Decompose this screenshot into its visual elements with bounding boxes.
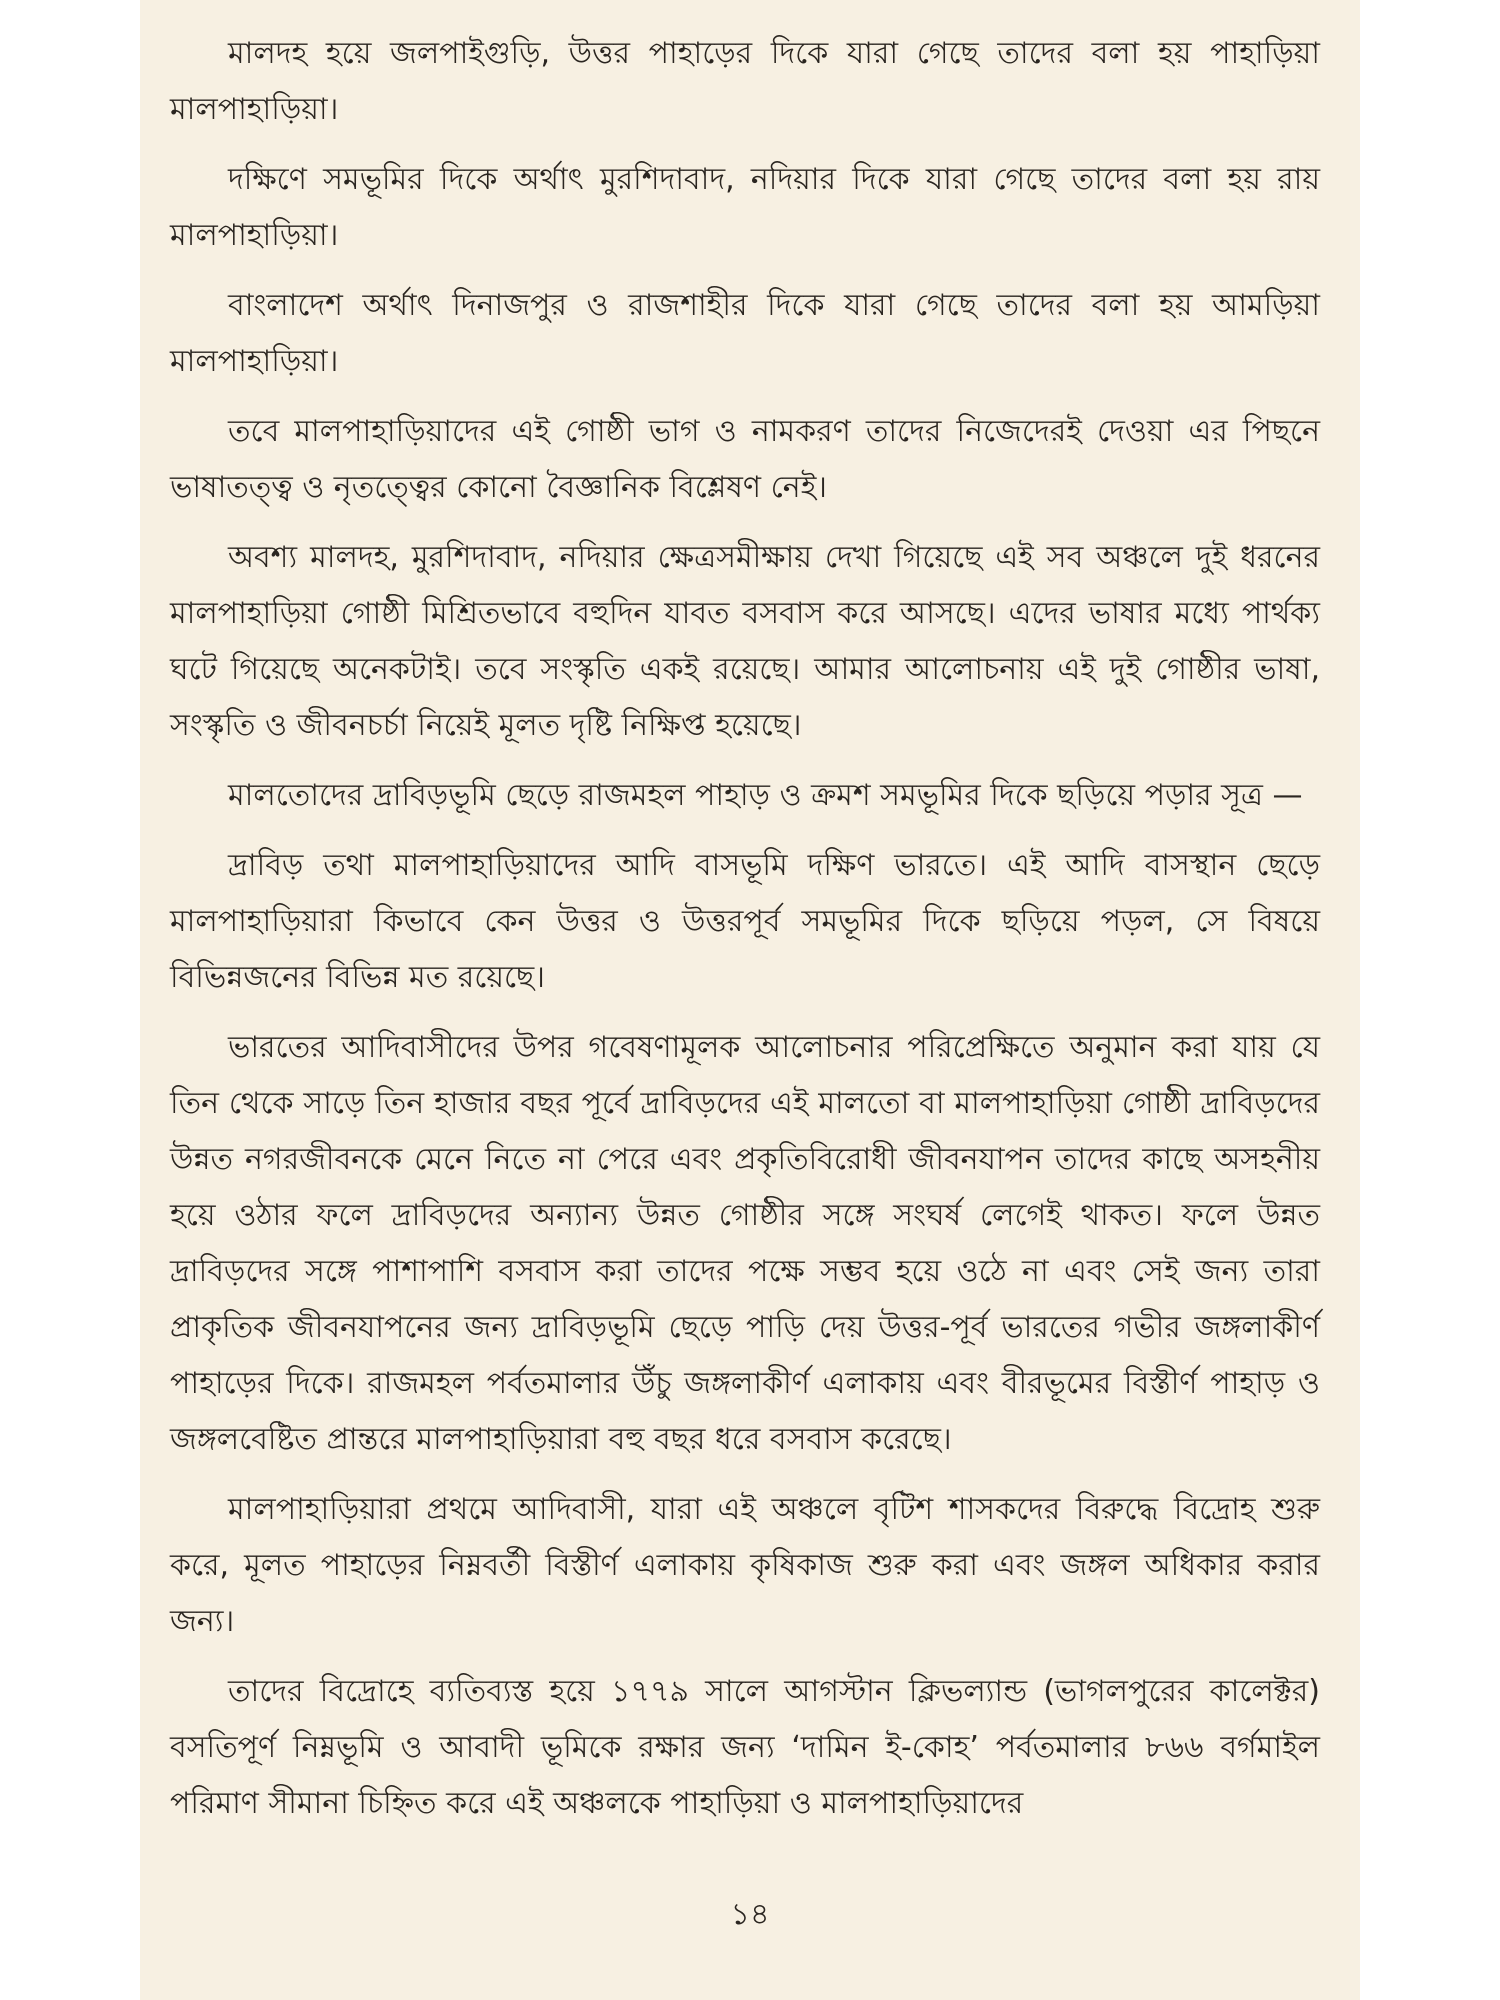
paragraph-4: তবে মালপাহাড়িয়াদের এই গোষ্ঠী ভাগ ও নামকরণ তাদের নিজেদেরই দেওয়া এর পিছনে ভাষাতত্ত্ব ও নৃতত্ত্বের কোনো বৈজ্ঞানিক বিশ্লেষণ নেই। [170,414,1320,505]
paragraph-1: মালদহ হয়ে জলপাইগুড়ি, উত্তর পাহাড়ের দিকে যারা গেছে তাদের বলা হয় পাহাড়িয়া মালপাহাড়িয়া। [170,36,1320,127]
paragraph-7: দ্রাবিড় তথা মালপাহাড়িয়াদের আদি বাসভূমি দক্ষিণ ভারতে। এই আদি বাসস্থান ছেড়ে মালপাহাড়িয়ারা কিভাবে কেন উত্তর ও উত্তরপূর্ব সমভূমির দিকে ছড়িয়ে পড়ল, সে বিষয়ে বিভিন্নজনের বিভিন্ন মত রয়েছে। [170,848,1320,995]
paragraph-10: তাদের বিদ্রোহে ব্যতিব্যস্ত হয়ে ১৭৭৯ সালে আগস্টান ক্লিভল্যান্ড (ভাগলপুরের কালেক্টর) বসতিপূর্ণ নিম্নভূমি ও আবাদী ভূমিকে রক্ষার জন্য ‘দামিন ই-কোহ’ পর্বতমালার ৮৬৬ বর্গমাইল পরিমাণ সীমানা চিহ্নিত করে এই অঞ্চলকে পাহাড়িয়া ও মালপাহাড়িয়াদের [170,1674,1320,1821]
paragraph-9: মালপাহাড়িয়ারা প্রথমে আদিবাসী, যারা এই অঞ্চলে বৃটিশ শাসকদের বিরুদ্ধে বিদ্রোহ শুরু করে, মূলত পাহাড়ের নিম্নবর্তী বিস্তীর্ণ এলাকায় কৃষিকাজ শুরু করা এবং জঙ্গল অধিকার করার জন্য। [170,1492,1320,1639]
page-number: ১৪ [730,1897,770,1932]
paragraph-3: বাংলাদেশ অর্থাৎ দিনাজপুর ও রাজশাহীর দিকে যারা গেছে তাদের বলা হয় আমড়িয়া মালপাহাড়িয়া। [170,288,1320,379]
book-page [140,0,1360,2000]
paragraph-6: মালতোদের দ্রাবিড়ভূমি ছেড়ে রাজমহল পাহাড় ও ক্রমশ সমভূমির দিকে ছড়িয়ে পড়ার সূত্র — [228,778,1303,813]
paragraph-8: ভারতের আদিবাসীদের উপর গবেষণামূলক আলোচনার পরিপ্রেক্ষিতে অনুমান করা যায় যে তিন থেকে সাড়ে তিন হাজার বছর পূর্বে দ্রাবিড়দের এই মালতো বা মালপাহাড়িয়া গোষ্ঠী দ্রাবিড়দের উন্নত নগরজীবনকে মেনে নিতে না পেরে এবং প্রকৃতিবিরোধী জীবনযাপন তাদের কাছে অসহনীয় হয়ে ওঠার ফলে দ্রাবিড়দের অন্যান্য উন্নত গোষ্ঠীর সঙ্গে সংঘর্ষ লেগেই থাকত। ফলে উন্নত দ্রাবিড়দের সঙ্গে পাশাপাশি বসবাস করা তাদের পক্ষে সম্ভব হয়ে ওঠে না এবং সেই জন্য তারা প্রাকৃতিক জীবনযাপনের জন্য দ্রাবিড়ভূমি ছেড়ে পাড়ি দেয় উত্তর-পূর্ব ভারতের গভীর জঙ্গলাকীর্ণ পাহাড়ের দিকে। রাজমহল পর্বতমালার উঁচু জঙ্গলাকীর্ণ এলাকায় এবং বীরভূমের বিস্তীর্ণ পাহাড় ও জঙ্গলবেষ্টিত প্রান্তরে মালপাহাড়িয়ারা বহু বছর ধরে বসবাস করেছে। [170,1030,1320,1457]
paragraph-5: অবশ্য মালদহ, মুরশিদাবাদ, নদিয়ার ক্ষেত্রসমীক্ষায় দেখা গিয়েছে এই সব অঞ্চলে দুই ধরনের মালপাহাড়িয়া গোষ্ঠী মিশ্রিতভাবে বহুদিন যাবত বসবাস করে আসছে। এদের ভাষার মধ্যে পার্থক্য ঘটে গিয়েছে অনেকটাই। তবে সংস্কৃতি একই রয়েছে। আমার আলোচনায় এই দুই গোষ্ঠীর ভাষা, সংস্কৃতি ও জীবনচর্চা নিয়েই মূলত দৃষ্টি নিক্ষিপ্ত হয়েছে। [170,540,1320,743]
paragraph-2: দক্ষিণে সমভূমির দিকে অর্থাৎ মুরশিদাবাদ, নদিয়ার দিকে যারা গেছে তাদের বলা হয় রায় মালপাহাড়িয়া। [170,162,1320,253]
